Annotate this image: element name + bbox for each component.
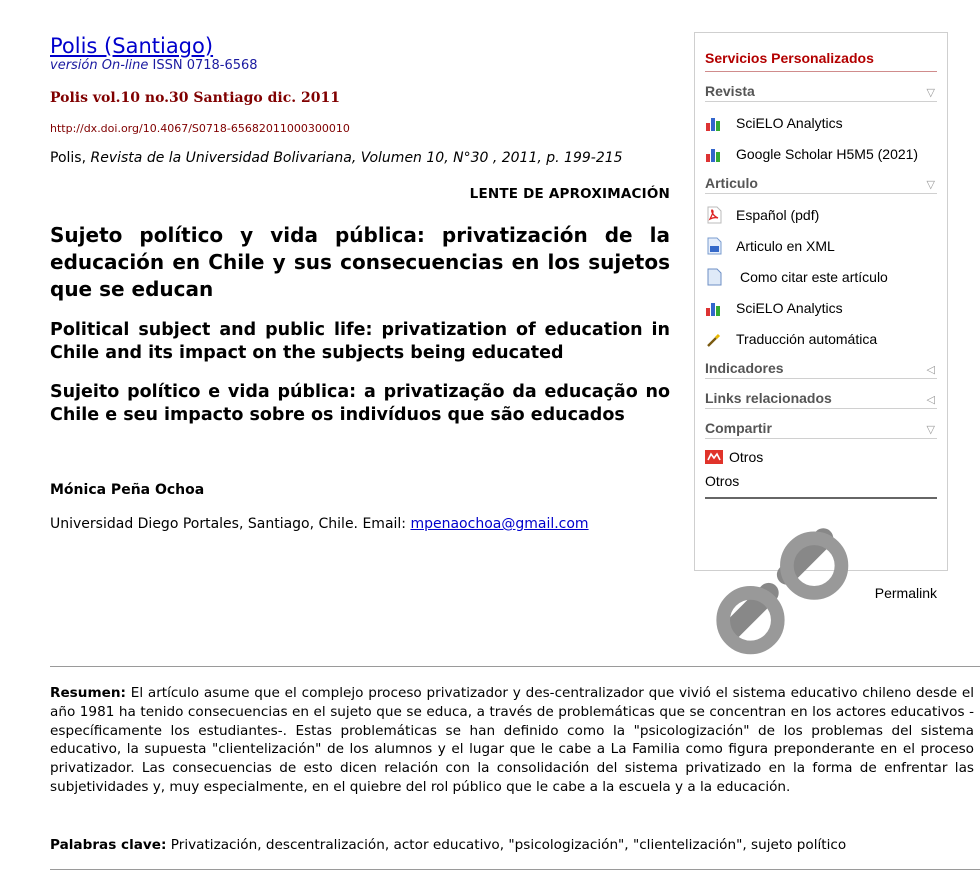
section-label: Indicadores — [705, 360, 784, 376]
section-label: Links relacionados — [705, 390, 832, 406]
sidebar-section-compartir[interactable] — [705, 420, 937, 439]
item-label: Traducción automática — [736, 331, 878, 347]
item-label: Permalink — [874, 584, 937, 601]
item-label: Español (pdf) — [736, 207, 820, 223]
sidebar-section-links[interactable] — [705, 390, 937, 409]
sidebar-item-scielo-analytics-2[interactable] — [705, 298, 937, 318]
sidebar-section-revista[interactable] — [705, 83, 937, 102]
sidebar-item-pdf[interactable] — [705, 205, 937, 225]
abstract-label: Resumen: — [50, 685, 126, 701]
triangle-down-icon: ▽ — [926, 87, 935, 99]
item-label: Google Scholar H5M5 (2021) — [736, 146, 919, 162]
link-icon — [705, 511, 869, 675]
xml-document-icon — [705, 237, 723, 255]
author-name: Mónica Peña Ochoa — [50, 482, 205, 498]
title-spanish: Sujeto político y vida pública: privatización de la educación en Chile y sus consecuencias en los sujetos que se educan — [50, 223, 670, 301]
bar-chart-icon — [705, 299, 723, 317]
version-label: versión On-line — [50, 58, 149, 73]
triangle-down-icon: ▽ — [926, 424, 935, 436]
sidebar-item-share-otros[interactable] — [705, 447, 937, 467]
sidebar-item-google-scholar[interactable] — [705, 144, 937, 164]
sidebar-item-otros[interactable]: Otros — [705, 473, 740, 489]
online-version-line — [50, 58, 670, 73]
citation-source: Revista de la Universidad Bolivariana, Volumen 10, N°30 , 2011, p. 199-215 — [90, 150, 623, 166]
affiliation-text: Universidad Diego Portales, Santiago, Chile. Email: — [50, 516, 411, 532]
sidebar-item-cite[interactable] — [705, 267, 937, 287]
bar-chart-icon — [705, 114, 723, 132]
services-sidebar — [694, 32, 948, 601]
sidebar-section-indicadores[interactable] — [705, 360, 937, 379]
citation-prefix: Polis, — [50, 150, 91, 166]
triangle-left-icon: ◁ — [926, 364, 935, 376]
sidebar-item-scielo-analytics[interactable] — [705, 113, 937, 133]
bar-chart-icon — [705, 145, 723, 163]
sidebar-item-permalink[interactable] — [705, 511, 937, 675]
abstract — [50, 684, 974, 797]
pdf-icon — [705, 206, 723, 224]
abstract-text: El artículo asume que el complejo proceso privatizador y des-centralizador que vivió el sistema educativo chileno desde el año 1981 ha tenido consecuencias en el sujeto que se educa, a través de problemáticas que se concentran en los actores educativos -específicamente los estudiantes-. Estas problemáticas se han definido como la "psicologización" de los problemas del sistema educativo, la supuesta "clientelización" de los alumnos y el lugar que le cabe a La Familia como figura preponderante en el proceso privatizador. Las consecuencias de esto dicen relación con la consolidación del sistema privatizado en la forma de enfrentar las subjetividades y, muy especialmente, en el quiebre del rol público que le cabe a la escuela y a la educación. — [50, 685, 974, 795]
section-label: Revista — [705, 83, 755, 99]
sidebar-section-articulo[interactable] — [705, 175, 937, 194]
divider-bottom — [50, 869, 980, 870]
item-label: SciELO Analytics — [736, 300, 843, 316]
journal-title-link[interactable]: Polis (Santiago) — [50, 34, 214, 58]
keywords-label: Palabras clave: — [50, 837, 167, 853]
doi-link[interactable]: http://dx.doi.org/10.4067/S0718-65682011000300010 — [50, 122, 350, 135]
item-label: Articulo en XML — [736, 238, 835, 254]
section-label: Articulo — [705, 175, 758, 191]
title-portuguese: Sujeito político e vida pública: a privatização da educação no Chile e seu impacto sobre os indivíduos que são educados — [50, 382, 670, 425]
triangle-left-icon: ◁ — [926, 394, 935, 406]
citation — [50, 149, 670, 168]
keywords-text: Privatización, descentralización, actor educativo, "psicologización", "clientelización", sujeto político — [166, 837, 847, 853]
issn: ISSN 0718-6568 — [152, 58, 258, 73]
sidebar-header: Servicios Personalizados — [705, 50, 937, 72]
section-label: LENTE DE APROXIMACIÓN — [469, 186, 670, 202]
magic-wand-icon — [705, 330, 723, 348]
document-icon — [705, 268, 723, 286]
divider-top — [50, 666, 980, 667]
sidebar-divider — [705, 497, 937, 499]
triangle-down-icon: ▽ — [926, 179, 935, 191]
item-label: Otros — [729, 449, 764, 465]
volume-line: Polis vol.10 no.30 Santiago dic. 2011 — [50, 90, 340, 106]
keywords — [50, 836, 980, 854]
item-label: Como citar este artículo — [740, 269, 888, 285]
article-header — [50, 34, 670, 532]
share-icon — [705, 448, 723, 466]
item-label: SciELO Analytics — [736, 115, 843, 131]
email-link[interactable]: mpenaochoa@gmail.com — [410, 516, 589, 532]
title-english: Political subject and public life: privatization of education in Chile and its impact on the subjects being educated — [50, 320, 670, 363]
sidebar-item-translate[interactable] — [705, 329, 937, 349]
affiliation — [50, 516, 670, 532]
sidebar-item-xml[interactable] — [705, 236, 937, 256]
section-label: Compartir — [705, 420, 772, 436]
